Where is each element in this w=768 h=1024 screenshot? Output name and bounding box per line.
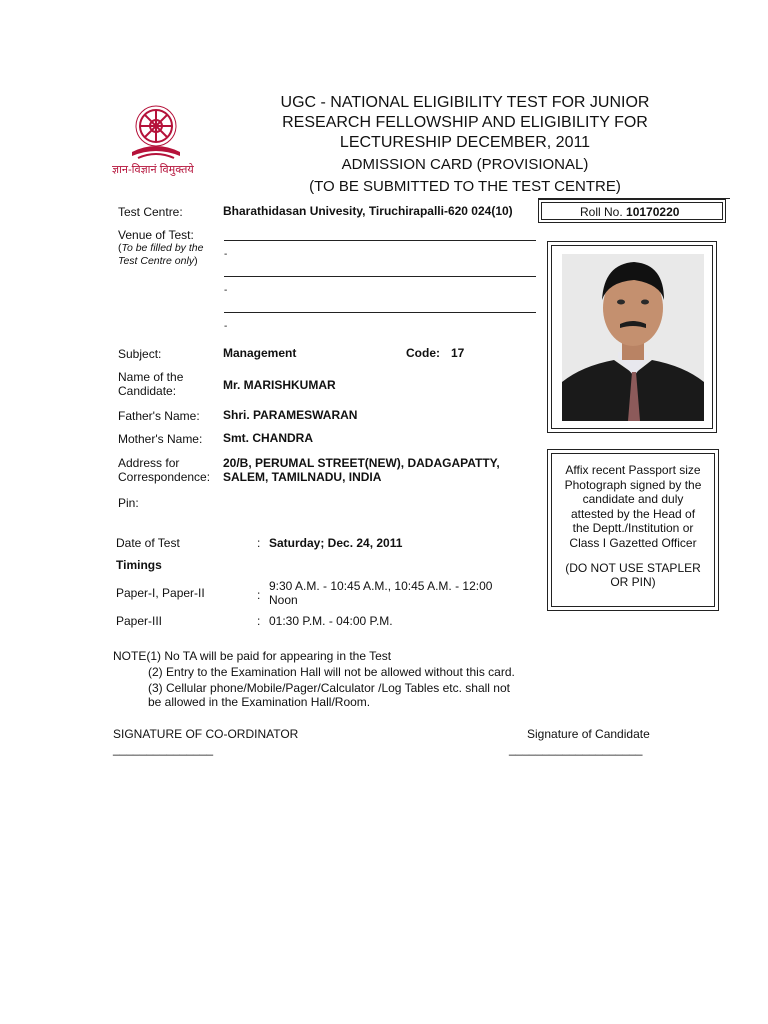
father-name-value: Shri. PARAMESWARAN (223, 408, 358, 422)
venue-note-text: To be filled by the Test Centre only (118, 242, 204, 267)
paper-3-timing: 01:30 P.M. - 04:00 P.M. (269, 614, 393, 628)
ugc-logo (108, 100, 208, 184)
test-centre-label: Test Centre: (118, 205, 183, 219)
title-line-2: RESEARCH FELLOWSHIP AND ELIGIBILITY FOR (282, 114, 648, 131)
test-centre-value: Bharathidasan Univesity, Tiruchirapalli-620 024(10) (223, 204, 513, 218)
roll-number-label: Roll No. (580, 205, 623, 219)
subject-label: Subject: (118, 347, 162, 361)
venue-note: (To be filled by the Test Centre only) (118, 242, 204, 267)
coordinator-signature-line: _______________ (113, 742, 214, 756)
logo-motto: ज्ञान-विज्ञानं विमुक्तये (112, 164, 194, 176)
code-label: Code: (406, 346, 440, 360)
title-line-1: UGC - NATIONAL ELIGIBILITY TEST FOR JUNIOR (280, 94, 650, 111)
timings-label: Timings (116, 558, 162, 572)
venue-dash-2: - (224, 285, 228, 296)
mother-name-label: Mother's Name: (118, 432, 203, 446)
father-name-label: Father's Name: (118, 409, 200, 423)
paper-1-2-timing: 9:30 A.M. - 10:45 A.M., 10:45 A.M. - 12:00 Noon (269, 579, 493, 607)
venue-line-2 (224, 276, 536, 277)
title-line-3: LECTURESHIP DECEMBER, 2011 (339, 134, 591, 151)
photo-instruction-text: Affix recent Passport size Photograph signed by the candidate and duly attested by the Head of the Deptt./Institution or Class I Gazetted Officer (DO NOT USE STAPLER OR PIN) (564, 463, 702, 590)
note-2: (2) Entry to the Examination Hall will not be allowed without this card. (148, 665, 515, 679)
venue-line-3 (224, 312, 536, 313)
candidate-name-label: Name of the Candidate: (118, 370, 184, 398)
candidate-signature-label: Signature of Candidate (527, 727, 650, 741)
date-of-test-label: Date of Test (116, 536, 180, 550)
venue-dash-3: - (224, 321, 228, 332)
candidate-portrait-icon (562, 254, 704, 421)
note-1: NOTE(1) No TA will be paid for appearing in the Test (113, 649, 392, 663)
venue-dash-1: - (224, 249, 228, 260)
subtitle-admission-card: ADMISSION CARD (PROVISIONAL) (341, 156, 589, 173)
code-value: 17 (451, 346, 465, 360)
roll-number-row (580, 205, 679, 219)
mother-name-value: Smt. CHANDRA (223, 431, 313, 445)
address-value: 20/B, PERUMAL STREET(NEW), DADAGAPATTY, SALEM, TAMILNADU, INDIA (223, 456, 500, 484)
date-colon: : (257, 536, 261, 550)
paper-1-2-colon: : (257, 588, 261, 602)
venue-label: Venue of Test: (118, 228, 194, 242)
paper-3-colon: : (257, 614, 261, 628)
candidate-name-value: Mr. MARISHKUMAR (223, 378, 336, 392)
pin-label: Pin: (118, 496, 139, 510)
address-label: Address for Correspondence: (118, 456, 211, 484)
venue-line-1 (224, 240, 536, 241)
coordinator-signature-label: SIGNATURE OF CO-ORDINATOR (113, 727, 299, 741)
subtitle-submit: (TO BE SUBMITTED TO THE TEST CENTRE) (309, 178, 621, 195)
note-3a: (3) Cellular phone/Mobile/Pager/Calculator /Log Tables etc. shall not (148, 681, 510, 695)
candidate-signature-line: ____________________ (509, 742, 643, 756)
candidate-photo (562, 254, 704, 421)
dharma-chakra-icon (108, 100, 208, 164)
date-of-test-value: Saturday; Dec. 24, 2011 (269, 536, 403, 550)
roll-number-value: 10170220 (626, 205, 680, 219)
paper-3-label: Paper-III (116, 614, 163, 628)
paper-1-2-label: Paper-I, Paper-II (116, 586, 205, 600)
note-3b: be allowed in the Examination Hall/Room. (148, 695, 371, 709)
subject-value: Management (223, 346, 297, 360)
